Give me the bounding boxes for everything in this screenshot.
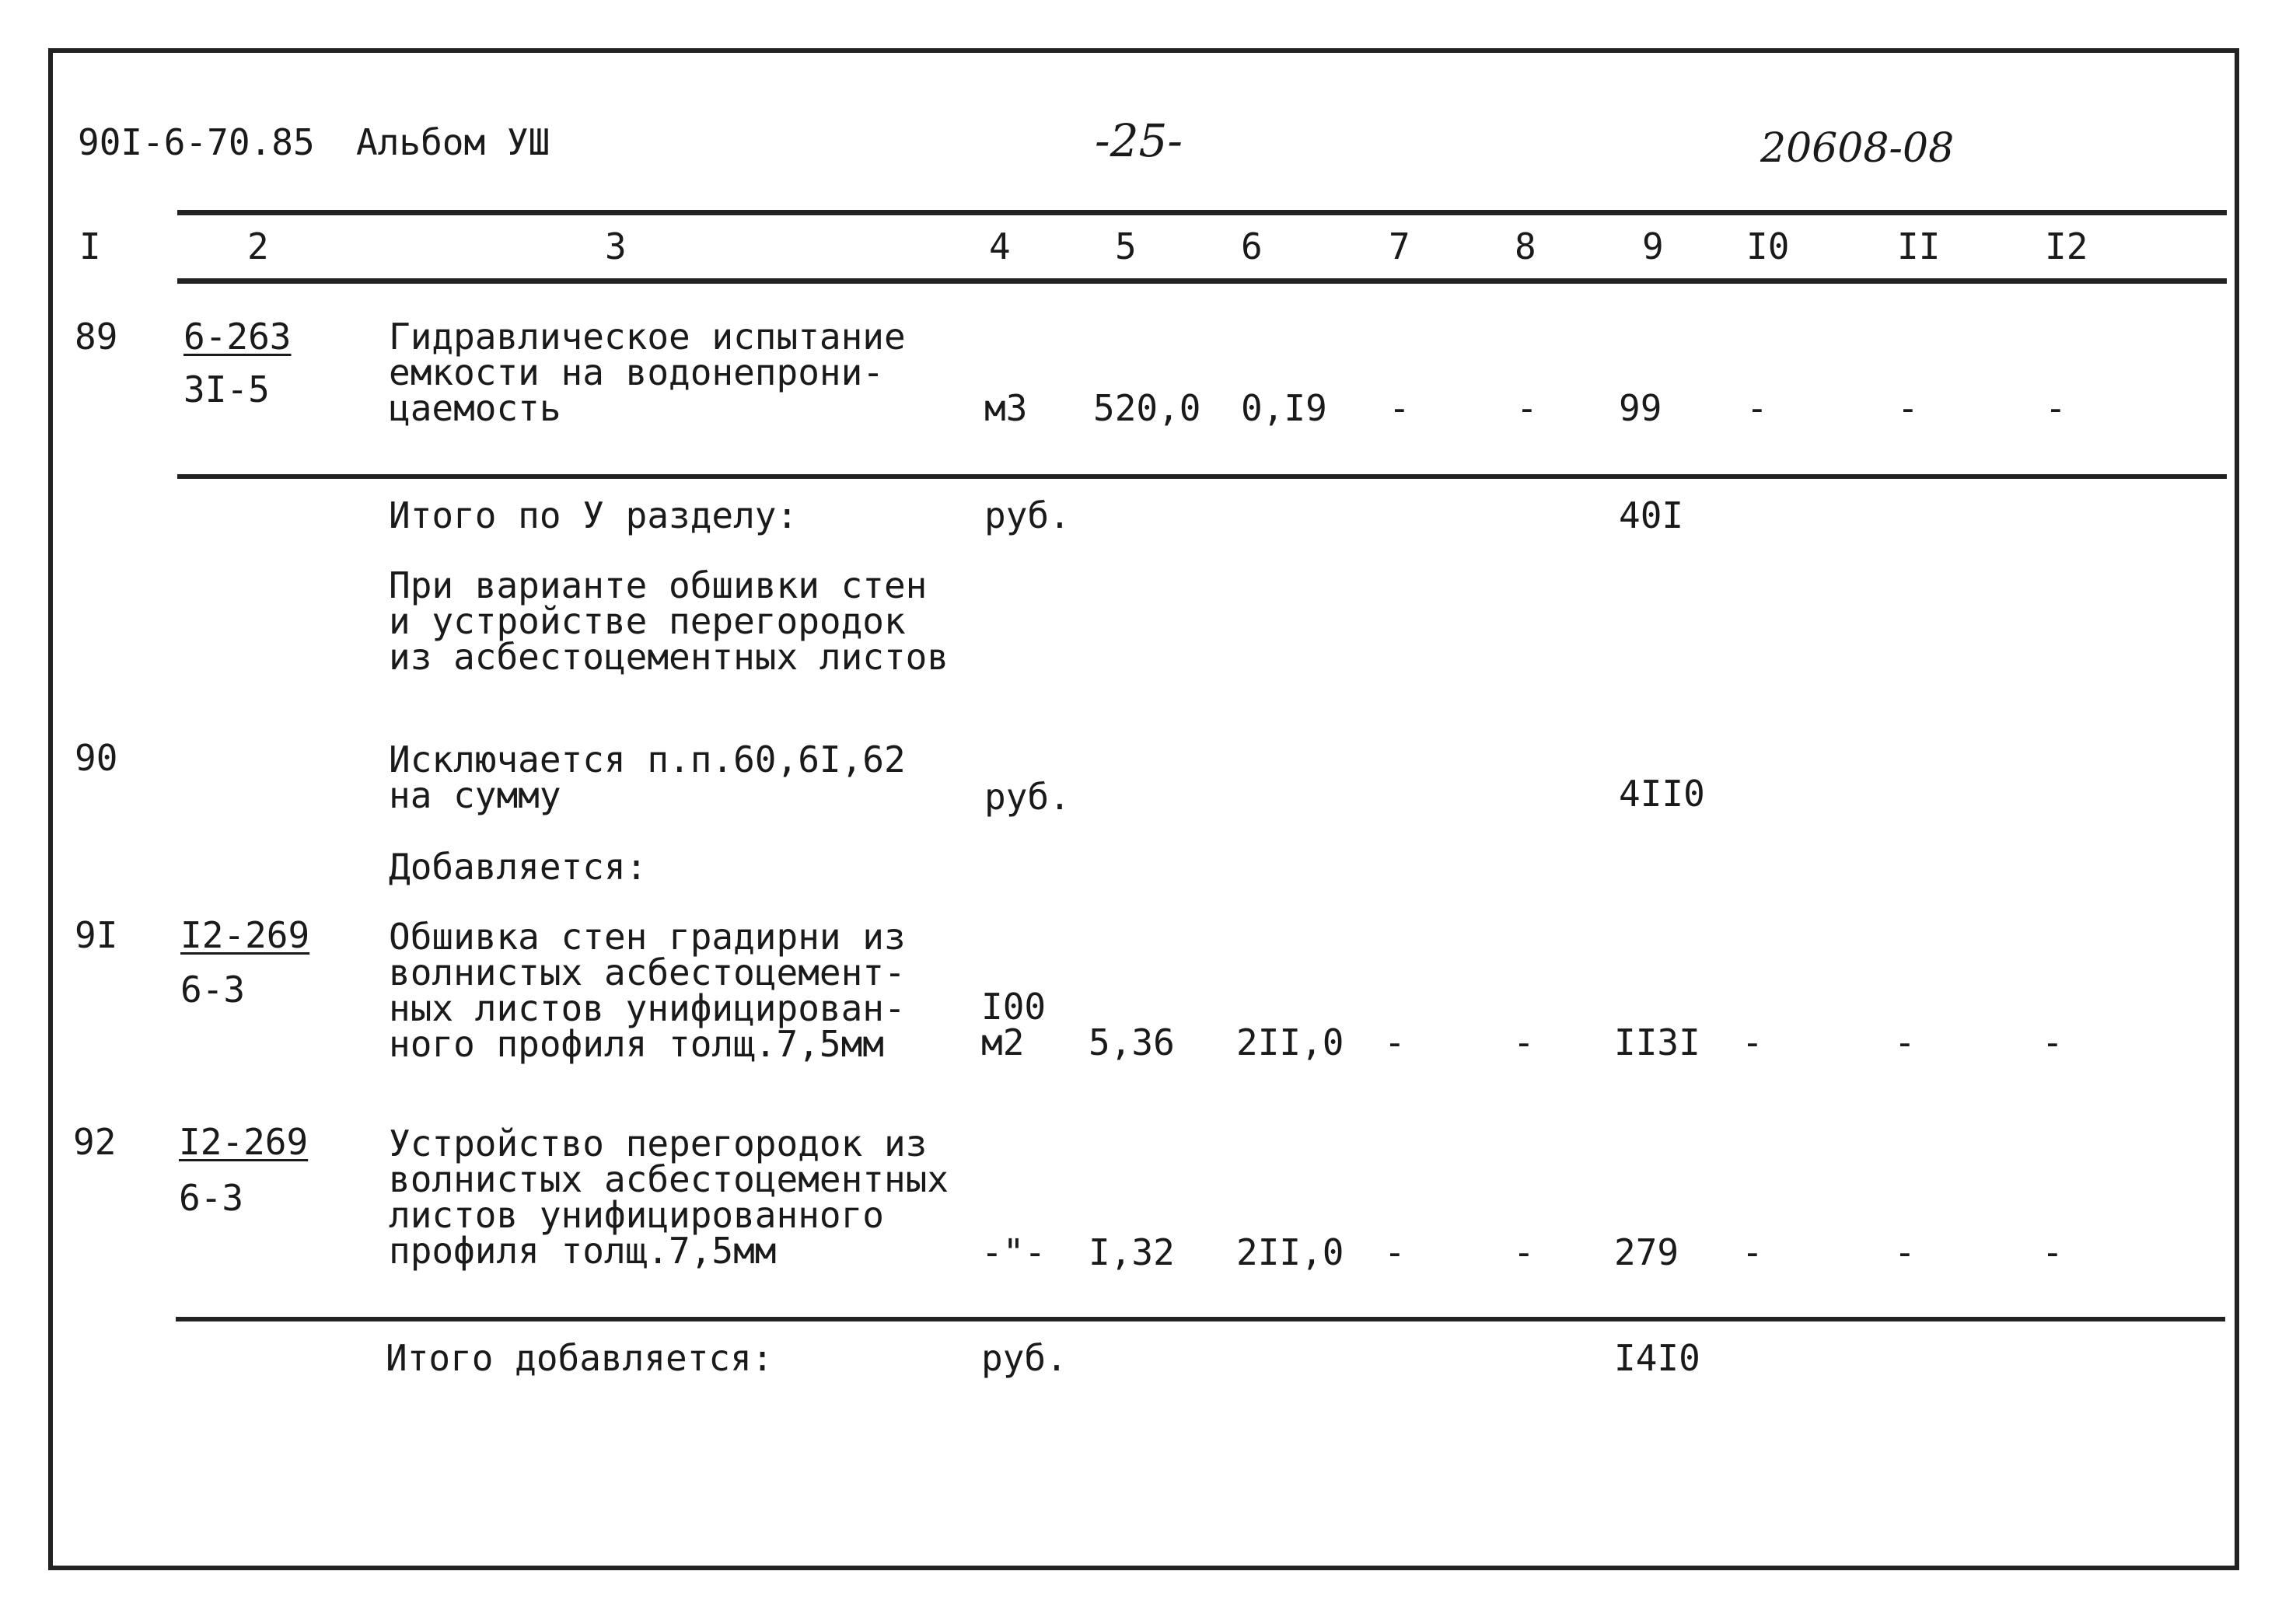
column-header: 4: [989, 225, 1011, 267]
reference-top: I2-269: [179, 1121, 309, 1163]
column-header: I0: [1746, 225, 1790, 267]
row-col10: -: [1742, 1231, 1763, 1273]
row-number: 9I: [75, 914, 118, 956]
page-frame: [48, 48, 2239, 1570]
subtotal-total: 40I: [1619, 494, 1684, 536]
page-number: -25-: [1095, 114, 1183, 167]
row-col12: -: [2045, 387, 2067, 429]
row-description: Обшивка стен градирни из волнистых асбестоцемент- ных листов унифицирован- ного профиля толщ.7,5мм: [389, 916, 906, 1065]
header-top-rule: [177, 210, 2227, 215]
variant-note: При варианте обшивки стен и устройстве перегородок из асбестоцементных листов: [389, 564, 949, 678]
row-total: 4II0: [1619, 773, 1705, 815]
album-label: Альбом УШ: [356, 121, 550, 163]
row-description: Гидравлическое испытание емкости на водонепрони- цаемость: [389, 316, 906, 429]
column-header: 8: [1515, 225, 1536, 267]
document-number: 20608-08: [1760, 125, 1955, 172]
row-description: Исключается п.п.60,6I,62 на сумму: [389, 738, 906, 816]
column-header: 5: [1115, 225, 1137, 267]
column-header: 7: [1389, 225, 1410, 267]
total-added-label: Итого добавляется:: [386, 1337, 774, 1379]
row-total: II3I: [1614, 1021, 1700, 1063]
row-quantity: I,32: [1089, 1231, 1175, 1273]
row-price: 2II,0: [1236, 1021, 1344, 1063]
document-code: 90I-6-70.85: [78, 121, 315, 163]
row-unit: руб.: [984, 776, 1071, 818]
row-unit: м2: [981, 1021, 1025, 1063]
reference-bottom: 6-3: [180, 969, 246, 1011]
row-col11: -: [1894, 1231, 1916, 1273]
row-col8: -: [1516, 387, 1538, 429]
row-col8: -: [1513, 1231, 1535, 1273]
column-header: II: [1897, 225, 1941, 267]
row-total: 99: [1619, 387, 1662, 429]
reference-top: I2-269: [180, 914, 310, 956]
total-added-unit: руб.: [981, 1337, 1068, 1379]
row-col11: -: [1897, 387, 1919, 429]
row-col10: -: [1746, 387, 1768, 429]
row-col10: -: [1742, 1021, 1763, 1063]
header-bottom-rule: [177, 278, 2227, 284]
row-col7: -: [1389, 387, 1410, 429]
row-col11: -: [1894, 1021, 1916, 1063]
section-rule: [176, 1317, 2225, 1321]
column-header: I: [79, 225, 101, 267]
row-col7: -: [1384, 1231, 1406, 1273]
column-header: 9: [1642, 225, 1664, 267]
row-number: 90: [75, 737, 118, 779]
row-description: Устройство перегородок из волнистых асбестоцементных листов унифицированного профиля толщ.7,5мм: [389, 1122, 949, 1272]
subtotal-unit: руб.: [984, 494, 1071, 536]
row-col12: -: [2042, 1021, 2064, 1063]
row-col8: -: [1513, 1021, 1535, 1063]
row-quantity: 520,0: [1093, 387, 1201, 429]
added-label: Добавляется:: [389, 846, 648, 888]
row-col7: -: [1384, 1021, 1406, 1063]
column-header: 3: [605, 225, 627, 267]
section-rule: [177, 474, 2227, 479]
reference-top: 6-263: [183, 316, 292, 358]
row-total: 279: [1614, 1231, 1679, 1273]
row-price: 2II,0: [1236, 1231, 1344, 1273]
row-col12: -: [2042, 1231, 2064, 1273]
total-added-total: I4I0: [1614, 1337, 1700, 1379]
row-unit-multiplier: I00: [981, 986, 1047, 1028]
column-header: 2: [247, 225, 269, 267]
row-number: 89: [75, 316, 118, 358]
reference-bottom: 3I-5: [183, 368, 270, 410]
row-quantity: 5,36: [1089, 1021, 1175, 1063]
row-unit: -"-: [981, 1231, 1047, 1273]
row-number: 92: [73, 1121, 117, 1163]
subtotal-label: Итого по У разделу:: [389, 494, 799, 536]
row-unit: м3: [984, 387, 1028, 429]
reference-bottom: 6-3: [179, 1177, 244, 1219]
row-price: 0,I9: [1241, 387, 1327, 429]
column-header: I2: [2045, 225, 2088, 267]
column-header: 6: [1241, 225, 1263, 267]
